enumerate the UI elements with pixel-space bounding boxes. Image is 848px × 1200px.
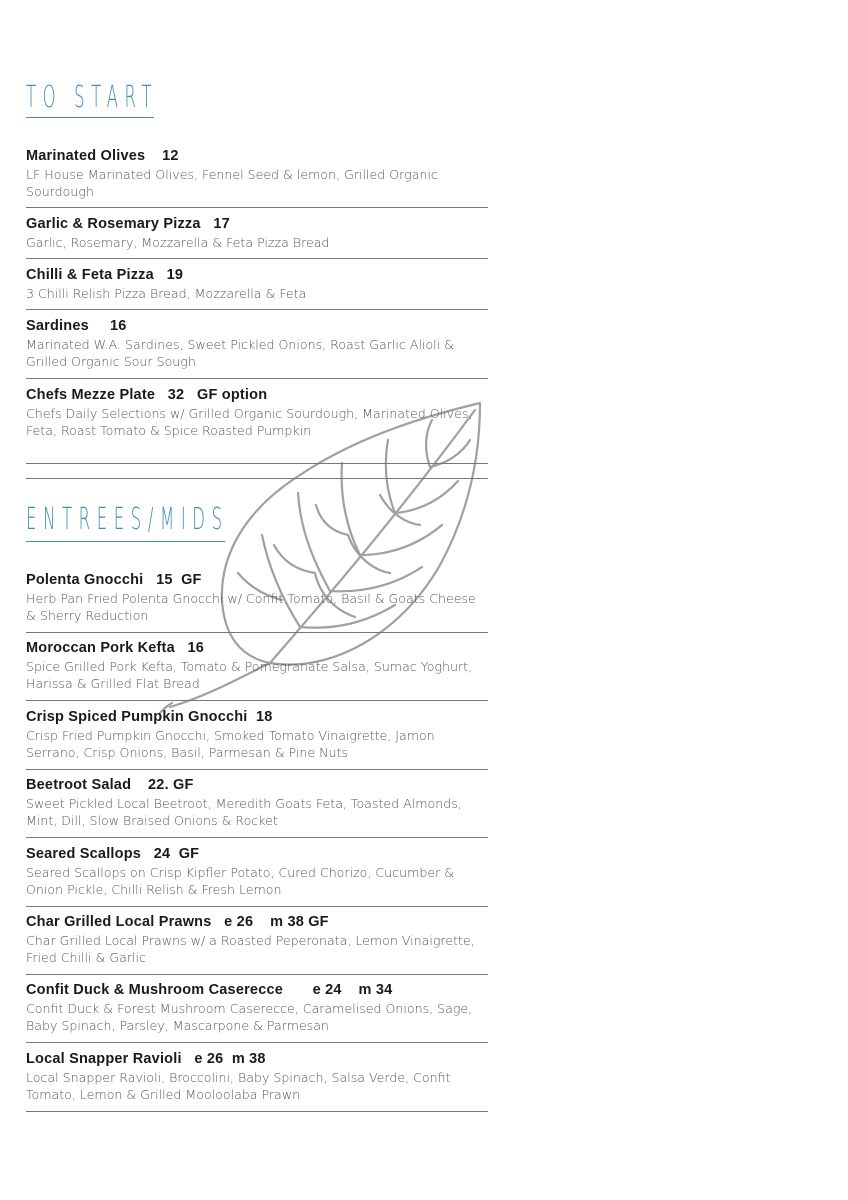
item-name: Sardines 16: [26, 318, 127, 334]
divider: [26, 700, 488, 701]
item-name: Seared Scallops 24 GF: [26, 846, 200, 862]
item-description: Chefs Daily Selections w/ Grilled Organic Sourdough, Marinated Olives, Feta, Roast Tomato & Spice Roasted Pumpkin: [26, 406, 473, 438]
item-name: Beetroot Salad 22. GF: [26, 777, 194, 793]
item-description: Confit Duck & Forest Mushroom Caserecce, Caramelised Onions, Sage, Baby Spinach, Parsley, Mascarpone & Parmesan: [26, 1001, 473, 1033]
menu-item: [26, 317, 488, 370]
menu-item: [26, 147, 488, 200]
divider: [26, 378, 488, 379]
divider: [26, 769, 488, 770]
menu-item: [26, 386, 488, 439]
item-description: Local Snapper Ravioli, Broccolini, Baby Spinach, Salsa Verde, Confit Tomato, Lemon & Grilled Mooloolaba Prawn: [26, 1070, 451, 1102]
item-name: Local Snapper Ravioli e 26 m 38: [26, 1051, 266, 1067]
divider: [26, 309, 488, 310]
menu-item: [26, 266, 488, 302]
menu-item: [26, 215, 488, 251]
menu-item: [26, 708, 488, 761]
item-description: Sweet Pickled Local Beetroot, Meredith Goats Feta, Toasted Almonds, Mint, Dill, Slow Braised Onions & Rocket: [26, 796, 462, 828]
section-title-entrees-mids: ENTREES/MIDS: [26, 502, 229, 537]
menu-item: [26, 981, 488, 1034]
item-name: Chilli & Feta Pizza 19: [26, 267, 184, 283]
item-name: Confit Duck & Mushroom Caserecce e 24 m 34: [26, 982, 393, 998]
item-name: Moroccan Pork Kefta 16: [26, 640, 205, 656]
divider: [26, 906, 488, 907]
divider: [26, 974, 488, 975]
item-description: Garlic, Rosemary, Mozzarella & Feta Pizza Bread: [26, 235, 330, 250]
item-name: Marinated Olives 12: [26, 148, 179, 164]
divider: [26, 478, 488, 479]
menu-item: [26, 845, 488, 898]
menu-item: [26, 776, 488, 829]
item-name: Char Grilled Local Prawns e 26 m 38 GF: [26, 914, 329, 930]
item-name: Garlic & Rosemary Pizza 17: [26, 216, 230, 232]
item-name: Crisp Spiced Pumpkin Gnocchi 18: [26, 709, 273, 725]
section-title-underline: [26, 117, 154, 118]
divider: [26, 837, 488, 838]
menu-item: [26, 571, 488, 624]
item-description: Spice Grilled Pork Kefta, Tomato & Pomegranate Salsa, Sumac Yoghurt, Harissa & Grilled Flat Bread: [26, 659, 473, 691]
item-name: Chefs Mezze Plate 32 GF option: [26, 387, 268, 403]
item-description: Herb Pan Fried Polenta Gnocchi w/ Confit Tomato, Basil & Goats Cheese & Sherry Reduction: [26, 591, 476, 623]
item-description: 3 Chilli Relish Pizza Bread, Mozzarella & Feta: [26, 286, 307, 301]
section-title-underline: [26, 541, 225, 542]
divider: [26, 1111, 488, 1112]
item-name: Polenta Gnocchi 15 GF: [26, 572, 202, 588]
item-description: Char Grilled Local Prawns w/ a Roasted Peperonata, Lemon Vinaigrette, Fried Chilli & Garlic: [26, 933, 475, 965]
divider: [26, 1042, 488, 1043]
menu-item: [26, 1050, 488, 1103]
item-description: Crisp Fried Pumpkin Gnocchi, Smoked Tomato Vinaigrette, Jamon Serrano, Crisp Onions, Basil, Parmesan & Pine Nuts: [26, 728, 435, 760]
divider: [26, 207, 488, 208]
divider: [26, 463, 488, 464]
divider: [26, 632, 488, 633]
divider: [26, 258, 488, 259]
item-description: Marinated W.A. Sardines, Sweet Pickled Onions, Roast Garlic Alioli & Grilled Organic Sour Sough: [26, 337, 454, 369]
menu-item: [26, 913, 488, 966]
section-title-to-start: TO START: [26, 80, 159, 115]
item-description: Seared Scallops on Crisp Kipfler Potato, Cured Chorizo, Cucumber & Onion Pickle, Chilli Relish & Fresh Lemon: [26, 865, 455, 897]
menu-item: [26, 639, 488, 692]
item-description: LF House Marinated Olives, Fennel Seed & lemon, Grilled Organic Sourdough: [26, 167, 438, 199]
